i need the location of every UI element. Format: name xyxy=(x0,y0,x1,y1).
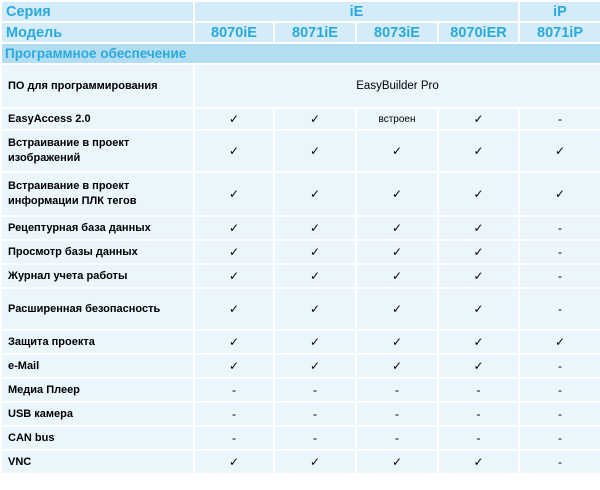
model-name: 8070iER xyxy=(438,22,519,43)
check-icon: ✓ xyxy=(274,354,356,378)
model-name: 8070iE xyxy=(194,22,274,43)
dash-cell: - xyxy=(519,402,600,426)
check-icon: ✓ xyxy=(356,264,438,288)
row-label: USB камера xyxy=(1,402,194,426)
check-icon: ✓ xyxy=(519,330,600,354)
dash-cell: - xyxy=(274,402,356,426)
dash-cell: - xyxy=(438,426,519,450)
check-icon: ✓ xyxy=(356,354,438,378)
feature-row xyxy=(1,264,600,288)
row-label: VNC xyxy=(1,450,194,474)
series-header-row xyxy=(1,1,600,22)
check-icon: ✓ xyxy=(438,450,519,474)
dash-cell: - xyxy=(194,402,274,426)
check-icon: ✓ xyxy=(438,108,519,130)
dash-cell: - xyxy=(519,264,600,288)
feature-row xyxy=(1,240,600,264)
feature-row xyxy=(1,288,600,330)
row-label: Защита проекта xyxy=(1,330,194,354)
dash-cell: - xyxy=(194,426,274,450)
series-ie: iE xyxy=(194,1,519,22)
feature-row xyxy=(1,450,600,474)
check-icon: ✓ xyxy=(274,216,356,240)
software-row xyxy=(1,64,600,108)
check-icon: ✓ xyxy=(194,264,274,288)
check-icon: ✓ xyxy=(519,172,600,216)
check-icon: ✓ xyxy=(274,130,356,172)
check-icon: ✓ xyxy=(274,172,356,216)
check-icon: ✓ xyxy=(274,450,356,474)
check-icon: ✓ xyxy=(274,240,356,264)
row-label: Встраивание в проект информации ПЛК тегов xyxy=(1,172,194,216)
section-header-row xyxy=(1,43,600,64)
check-icon: ✓ xyxy=(194,216,274,240)
check-icon: ✓ xyxy=(274,108,356,130)
row-label: e-Mail xyxy=(1,354,194,378)
row-label: Расширенная безопасность xyxy=(1,288,194,330)
check-icon: ✓ xyxy=(356,330,438,354)
dash-cell: - xyxy=(519,288,600,330)
feature-row xyxy=(1,172,600,216)
row-label: ПО для программирования xyxy=(1,64,194,108)
dash-cell: - xyxy=(274,426,356,450)
feature-row xyxy=(1,378,600,402)
check-icon: ✓ xyxy=(438,264,519,288)
check-icon: ✓ xyxy=(274,264,356,288)
check-icon: ✓ xyxy=(194,172,274,216)
feature-row xyxy=(1,108,600,130)
model-name: 8071iE xyxy=(274,22,356,43)
check-icon: ✓ xyxy=(438,288,519,330)
software-value: EasyBuilder Pro xyxy=(194,64,600,108)
dash-cell: - xyxy=(519,240,600,264)
check-icon: ✓ xyxy=(519,130,600,172)
dash-cell: - xyxy=(519,216,600,240)
row-label: EasyAccess 2.0 xyxy=(1,108,194,130)
dash-cell: - xyxy=(274,378,356,402)
check-icon: ✓ xyxy=(356,288,438,330)
dash-cell: - xyxy=(356,426,438,450)
row-label: Журнал учета работы xyxy=(1,264,194,288)
check-icon: ✓ xyxy=(356,130,438,172)
row-label: CAN bus xyxy=(1,426,194,450)
check-icon: ✓ xyxy=(438,130,519,172)
check-icon: ✓ xyxy=(438,216,519,240)
check-icon: ✓ xyxy=(438,330,519,354)
feature-row xyxy=(1,426,600,450)
row-label: Медиа Плеер xyxy=(1,378,194,402)
dash-cell: - xyxy=(356,402,438,426)
check-icon: ✓ xyxy=(356,172,438,216)
check-icon: ✓ xyxy=(194,108,274,130)
model-name: 8071iP xyxy=(519,22,600,43)
dash-cell: - xyxy=(519,108,600,130)
feature-row xyxy=(1,130,600,172)
dash-cell: - xyxy=(519,378,600,402)
dash-cell: - xyxy=(356,378,438,402)
series-label: Серия xyxy=(1,1,194,22)
check-icon: ✓ xyxy=(356,240,438,264)
model-name: 8073iE xyxy=(356,22,438,43)
feature-row xyxy=(1,216,600,240)
check-icon: ✓ xyxy=(194,450,274,474)
check-icon: ✓ xyxy=(194,240,274,264)
check-icon: ✓ xyxy=(438,354,519,378)
text-cell: встроен xyxy=(356,108,438,130)
dash-cell: - xyxy=(519,450,600,474)
feature-row xyxy=(1,402,600,426)
feature-row xyxy=(1,330,600,354)
dash-cell: - xyxy=(194,378,274,402)
model-label: Модель xyxy=(1,22,194,43)
section-title: Программное обеспечение xyxy=(1,43,600,64)
dash-cell: - xyxy=(438,378,519,402)
check-icon: ✓ xyxy=(194,330,274,354)
feature-row xyxy=(1,354,600,378)
check-icon: ✓ xyxy=(438,240,519,264)
dash-cell: - xyxy=(519,354,600,378)
row-label: Встраивание в проект изображений xyxy=(1,130,194,172)
check-icon: ✓ xyxy=(194,130,274,172)
check-icon: ✓ xyxy=(438,172,519,216)
series-ip: iP xyxy=(519,1,600,22)
row-label: Просмотр базы данных xyxy=(1,240,194,264)
check-icon: ✓ xyxy=(274,288,356,330)
check-icon: ✓ xyxy=(356,216,438,240)
check-icon: ✓ xyxy=(194,354,274,378)
check-icon: ✓ xyxy=(274,330,356,354)
model-header-row xyxy=(1,22,600,43)
check-icon: ✓ xyxy=(356,450,438,474)
dash-cell: - xyxy=(519,426,600,450)
check-icon: ✓ xyxy=(194,288,274,330)
row-label: Рецептурная база данных xyxy=(1,216,194,240)
dash-cell: - xyxy=(438,402,519,426)
